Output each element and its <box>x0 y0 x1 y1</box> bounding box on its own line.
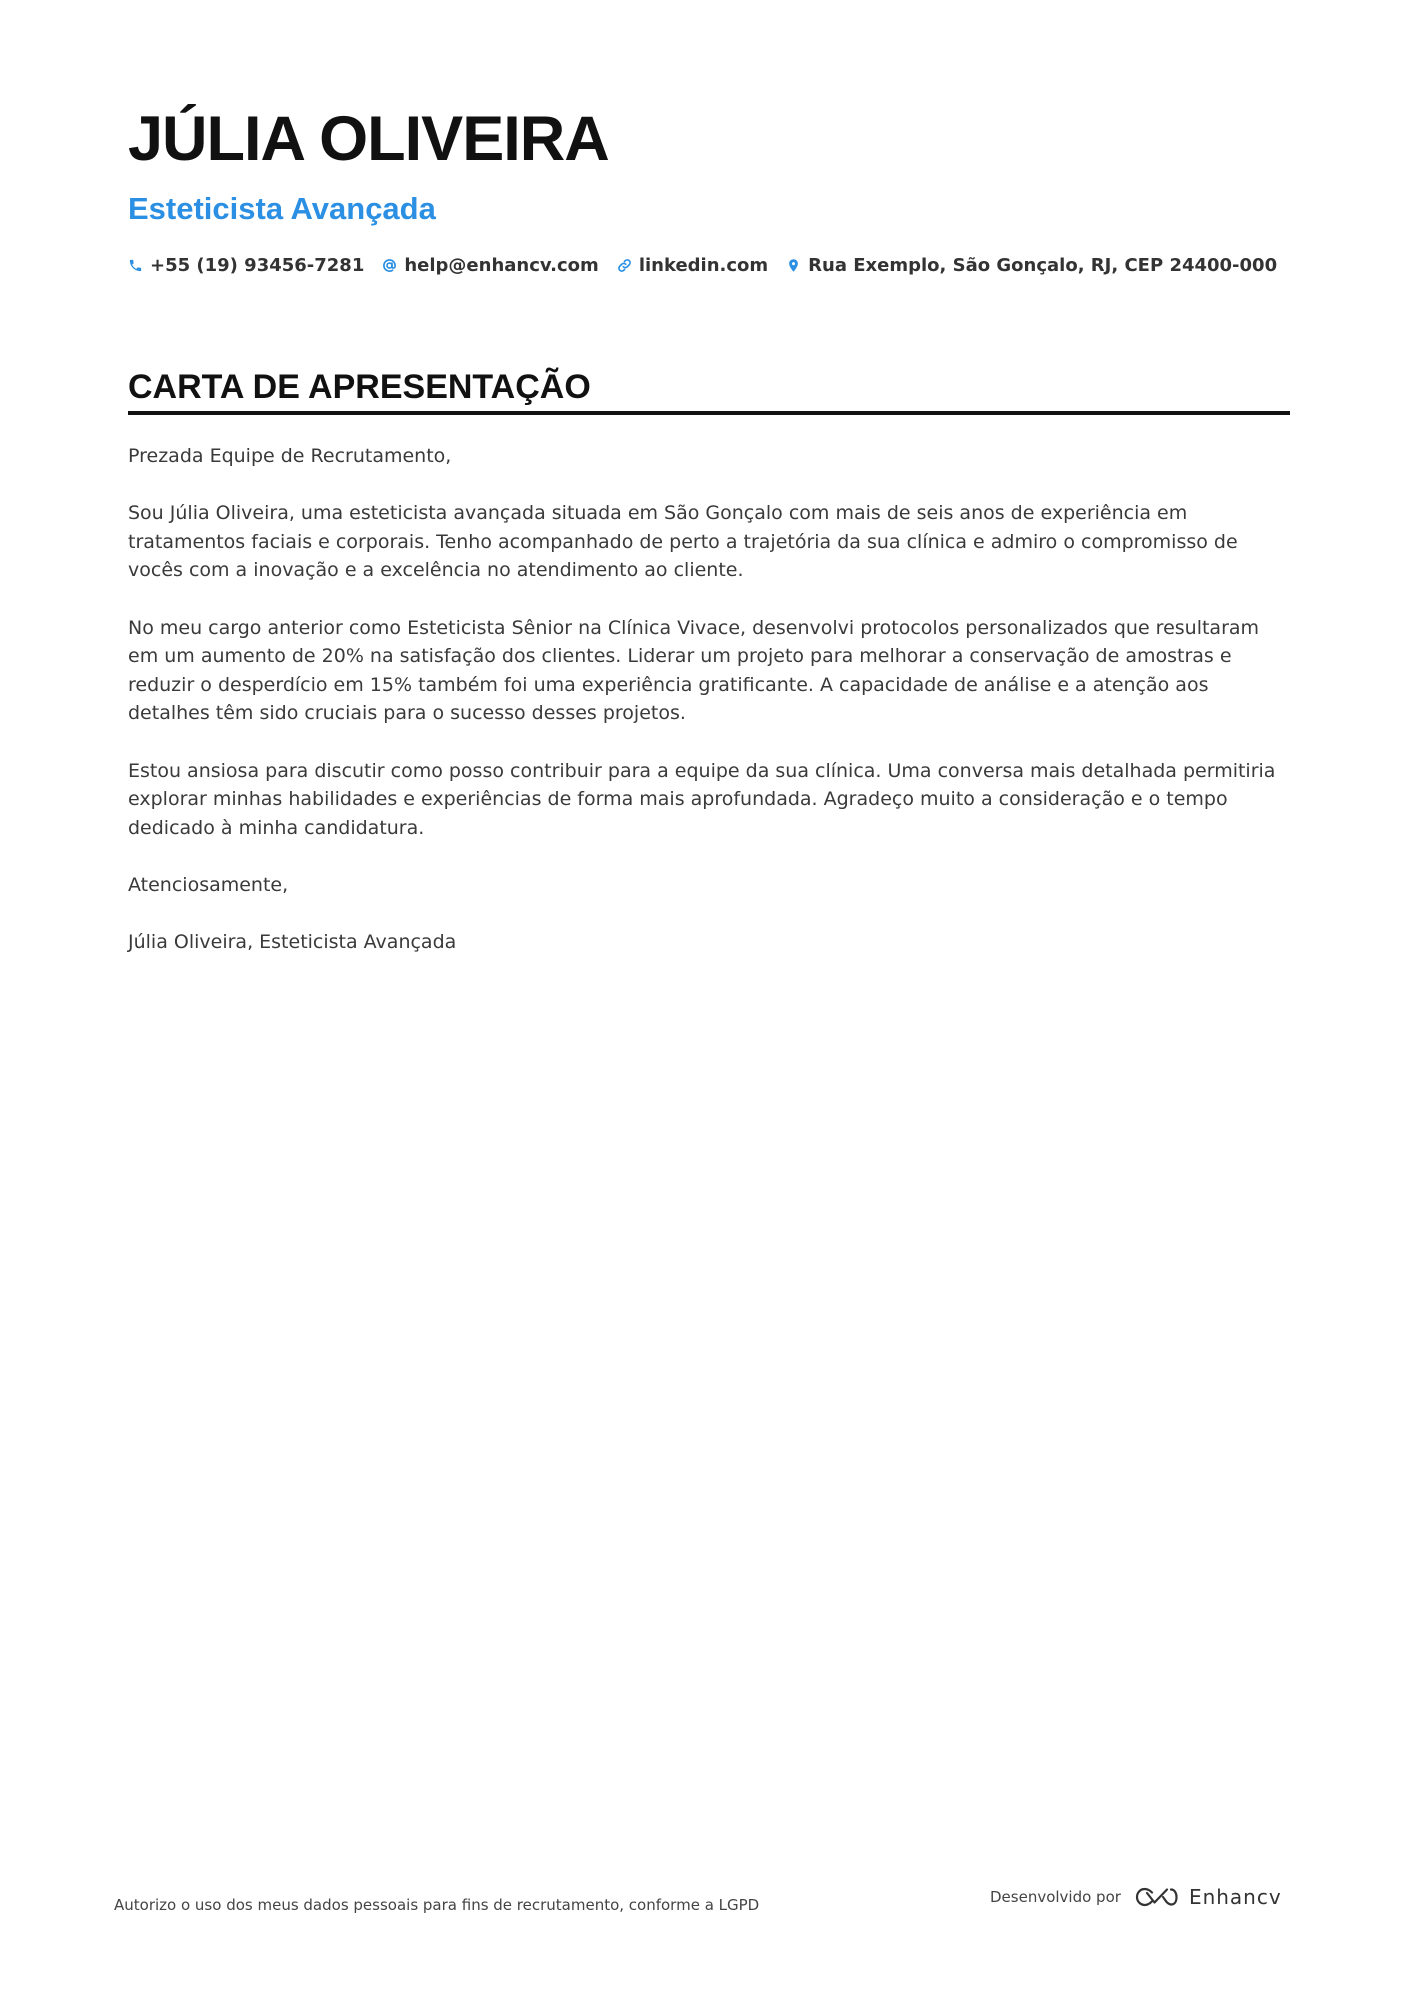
contact-linkedin-text: linkedin.com <box>638 255 769 276</box>
at-icon <box>382 258 397 273</box>
footer-brand[interactable] <box>990 1885 1282 1909</box>
letter-paragraph: Sou Júlia Oliveira, uma esteticista avançada situada em São Gonçalo com mais de seis anos de experiência em tratamentos faciais e corporais. Tenho acompanhado de perto a trajetória da sua clínica e admiro o compromisso de vocês com a inovação e a excelência no atendimento ao cliente. <box>128 502 1238 582</box>
footer-consent-text: Autorizo o uso dos meus dados pessoais para fins de recrutamento, conforme a LGPD <box>114 1896 760 1914</box>
contact-address <box>786 255 1277 276</box>
phone-icon <box>128 258 143 273</box>
contact-address-text: Rua Exemplo, São Gonçalo, RJ, CEP 24400-000 <box>808 255 1278 276</box>
powered-by-label: Desenvolvido por <box>990 1888 1121 1906</box>
enhancv-logo-icon <box>1133 1885 1179 1909</box>
section-title: CARTA DE APRESENTAÇÃO <box>128 368 591 406</box>
letter-signature: Júlia Oliveira, Esteticista Avançada <box>128 931 457 954</box>
candidate-title: Esteticista Avançada <box>128 191 436 226</box>
location-pin-icon <box>786 258 801 273</box>
letter-greeting: Prezada Equipe de Recrutamento, <box>128 445 452 467</box>
candidate-name: JÚLIA OLIVEIRA <box>128 104 609 174</box>
letter-paragraph: No meu cargo anterior como Esteticista Sênior na Clínica Vivace, desenvolvi protocolos personalizados que resultaram em um aumento de 20% na satisfação dos clientes. Liderar um projeto para melhorar a conservação de amostras e reduzir o desperdício em 15% também foi uma experiência gratificante. A capacidade de análise e a atenção aos detalhes têm sido cruciais para o sucesso desses projetos. <box>128 616 1260 725</box>
contact-phone-text: +55 (19) 93456-7281 <box>150 255 365 276</box>
contact-email-text: help@enhancv.com <box>404 255 599 276</box>
link-icon <box>617 258 632 273</box>
contact-linkedin[interactable] <box>617 255 768 276</box>
section-divider <box>128 411 1290 415</box>
contact-email[interactable] <box>382 255 598 276</box>
letter-paragraph: Estou ansiosa para discutir como posso contribuir para a equipe da sua clínica. Uma conversa mais detalhada permitiria explorar minhas habilidades e experiências de forma mais aprofundada. Agradeço muito a consideração e o tempo dedicado à minha candidatura. <box>128 759 1276 839</box>
contact-bar <box>128 255 1295 276</box>
contact-phone[interactable] <box>128 255 364 276</box>
enhancv-brand-name: Enhancv <box>1188 1885 1282 1909</box>
letter-closing: Atenciosamente, <box>128 873 289 896</box>
letter-body <box>128 442 1290 985</box>
